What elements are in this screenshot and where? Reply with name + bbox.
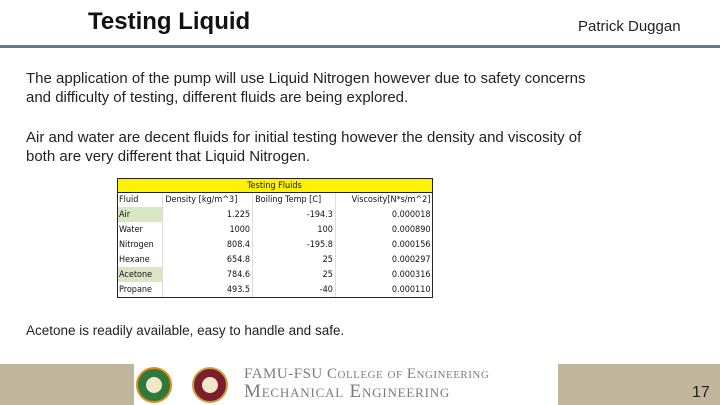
viscosity-value: 0.000316: [335, 267, 432, 282]
density-value: 1.225: [163, 207, 253, 222]
fluid-name: Propane: [119, 284, 153, 295]
fluids-table: [117, 178, 433, 297]
conclusion-paragraph: Acetone is readily available, easy to handle and safe.: [26, 323, 345, 338]
college-name: FAMU-FSU College of Engineering: [244, 366, 490, 382]
column-header-viscosity: Viscosity[N*s/m^2]: [335, 193, 432, 208]
fluid-name: Hexane: [119, 254, 150, 265]
testing-paragraph: Air and water are decent fluids for initial testing however the density and viscosity of both are very different that Liquid Nitrogen.: [26, 129, 582, 165]
boiling-temp-value: 25: [253, 252, 336, 267]
famu-seal-icon: [136, 367, 172, 403]
table-row: [117, 207, 433, 222]
viscosity-value: 0.000890: [335, 222, 432, 237]
column-header-fluid: Fluid: [119, 195, 139, 205]
boiling-temp-value: -195.8: [253, 237, 336, 252]
table-caption: Testing Fluids: [117, 179, 433, 193]
fluid-name: Acetone: [117, 267, 163, 282]
table-header-row: [117, 193, 433, 208]
fluid-name: Nitrogen: [119, 239, 154, 250]
viscosity-value: 0.000156: [335, 237, 432, 252]
table-row: [117, 222, 433, 237]
density-value: 808.4: [163, 237, 253, 252]
title-divider: [0, 45, 720, 48]
boiling-temp-value: -40: [253, 282, 336, 297]
column-header-boiling-temp: Boiling Temp [C]: [253, 193, 336, 208]
viscosity-value: 0.000110: [335, 282, 432, 297]
intro-paragraph: The application of the pump will use Liquid Nitrogen however due to safety concerns and difficulty of testing, different fluids are being explored.: [26, 70, 586, 106]
table-row: [117, 267, 433, 282]
viscosity-value: 0.000297: [335, 252, 432, 267]
viscosity-value: 0.000018: [335, 207, 432, 222]
fluid-name: Water: [119, 224, 143, 235]
column-header-density: Density [kg/m^3]: [163, 193, 253, 208]
fsu-seal-icon: [192, 367, 228, 403]
table-row: [117, 252, 433, 267]
density-value: 1000: [163, 222, 253, 237]
table-row: [117, 282, 433, 297]
density-value: 493.5: [163, 282, 253, 297]
boiling-temp-value: 25: [253, 267, 336, 282]
fluid-name: Air: [117, 207, 163, 222]
boiling-temp-value: 100: [253, 222, 336, 237]
table-row: [117, 237, 433, 252]
density-value: 654.8: [163, 252, 253, 267]
author-name: Patrick Duggan: [578, 18, 681, 35]
boiling-temp-value: -194.3: [253, 207, 336, 222]
department-name: Mechanical Engineering: [244, 381, 451, 402]
slide-title: Testing Liquid: [88, 8, 251, 35]
slide-number: 17: [692, 384, 710, 401]
density-value: 784.6: [163, 267, 253, 282]
